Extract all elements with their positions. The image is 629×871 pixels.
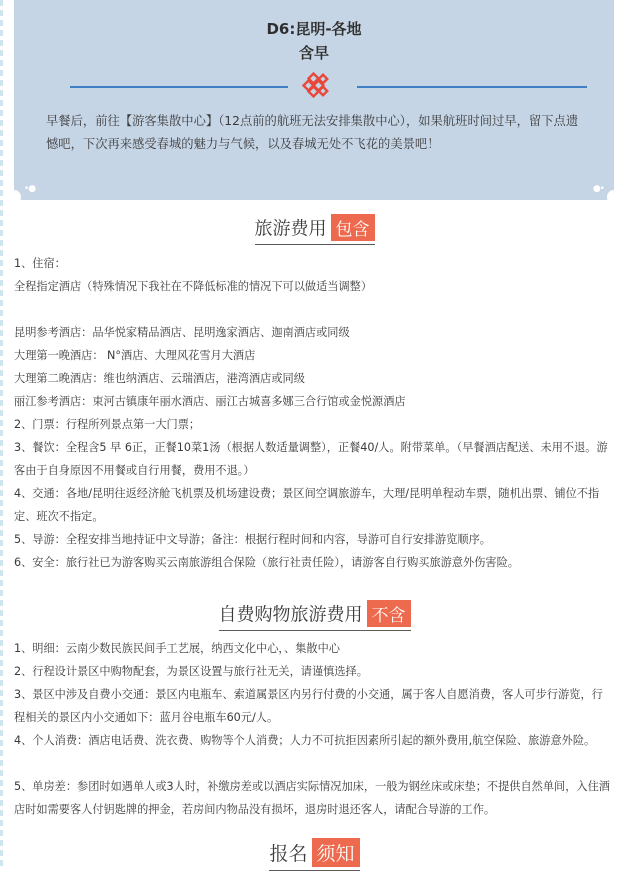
list-item: 2、行程设计景区中购物配套，为景区设置与旅行社无关，请谨慎选择。: [14, 665, 368, 678]
signup-title: 报名: [269, 843, 308, 865]
list-item: 3、餐饮：全程含5 早 6正，正餐10菜1汤（根据人数适量调整），正餐40/人。附带菜单。（早餐酒店配送、未用不退。游客由于自身原因不用餐或自行用餐，费用不退。）: [14, 441, 608, 477]
signup-heading: [0, 838, 629, 869]
notch-left: [7, 190, 21, 204]
corner-dots-icon: •●: [24, 184, 36, 194]
included-tag: 包含: [331, 214, 375, 241]
excluded-title: 自费购物旅游费用: [218, 604, 363, 626]
excluded-tag: 不含: [367, 600, 411, 627]
list-item: 6、安全：旅行社已为游客购买云南旅游组合保险（旅行社责任险），请游客自行购买旅游意外伤害险。: [14, 556, 519, 569]
list-item: 5、导游：全程安排当地持证中文导游；备注：根据行程时间和内容，导游可自行安排游览顺序。: [14, 533, 491, 546]
list-item: 4、个人消费：酒店电话费、洗衣费、购物等个人消费；人力不可抗拒因素所引起的额外费用,航空保险、旅游意外险。: [14, 734, 596, 747]
day-title: D6:昆明-各地: [266, 20, 362, 38]
signup-tag: 须知: [312, 838, 360, 867]
list-item: 5、单房差：参团时如遇单人或3人时，补缴房差或以酒店实际情况加床，一般为钢丝床或床垫；不提供自然单间，入住酒店时如需要客人付钥匙牌的押金，若房间内物品没有损坏，退房时退还客人，请配合导游的工作。: [14, 780, 610, 816]
list-item: 昆明参考酒店：品华悦家精品酒店、昆明逸家酒店、迦南酒店或同级: [14, 326, 350, 339]
list-item: 1、明细：云南少数民族民间手工艺展，纳西文化中心，、集散中心: [14, 642, 340, 655]
side-decoration: [0, 0, 3, 870]
list-item: 2、门票：行程所列景点第一大门票；: [14, 418, 201, 431]
list-item: 丽江参考酒店：束河古镇康年丽水酒店、丽江古城喜多娜三合行馆或金悦源酒店: [14, 395, 406, 408]
excluded-heading: [0, 600, 629, 629]
list-item: 全程指定酒店（特殊情况下我社在不降低标准的情况下可以做适当调整）: [14, 280, 373, 293]
meal-label: 含早: [298, 44, 329, 62]
list-item: 4、交通：各地/昆明往返经济舱飞机票及机场建设费；景区间空调旅游车，大理/昆明单程动车票，随机出票、铺位不指定、班次不指定。: [14, 487, 600, 523]
list-item: 大理第一晚酒店： N°酒店、大理风花雪月大酒店: [14, 349, 256, 362]
day-description: 早餐后，前往【游客集散中心】（12点前的航班无法安排集散中心），如果航班时间过早，留下点遗憾吧，下次再来感受春城的魅力与气候，以及春城无处不飞花的美景吧！: [46, 114, 579, 151]
day-card: [14, 0, 614, 200]
divider-left: [70, 86, 288, 88]
included-heading: [0, 214, 629, 243]
corner-dots-icon: ●•: [592, 184, 604, 194]
included-title: 旅游费用: [254, 218, 327, 240]
notch-right: [607, 190, 621, 204]
list-item: 大理第二晚酒店：维也纳酒店、云瑞酒店，港湾酒店或同级: [14, 372, 305, 385]
chinese-knot-icon: [301, 72, 331, 102]
list-item: 1、住宿：: [14, 257, 66, 270]
list-item: 3、景区中涉及自费小交通：景区内电瓶车、索道属景区内另行付费的小交通，属于客人自愿消费，客人可步行游览，行程相关的景区内小交通如下：蓝月谷电瓶车60元/人。: [14, 688, 603, 724]
divider-right: [357, 86, 587, 88]
